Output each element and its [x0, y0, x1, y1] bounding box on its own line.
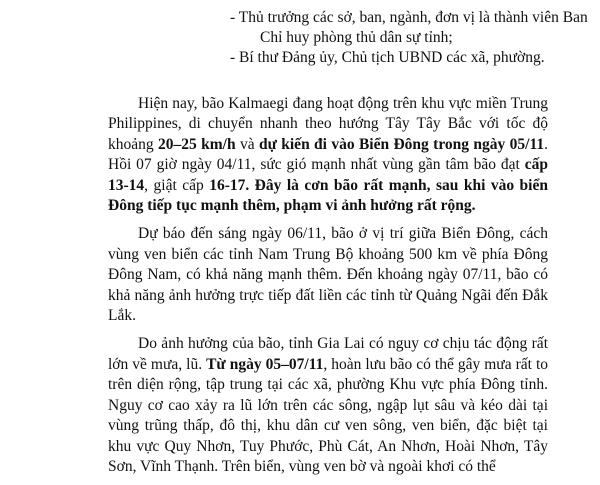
paragraph-impact: [108, 334, 548, 477]
paragraph-storm-status: [108, 94, 548, 216]
paragraph-forecast: Dự báo đến sáng ngày 06/11, bão ở vị trí giữa Biển Đông, cách vùng ven biển các tỉnh Nam Trung Bộ khoảng 500 km về phía Đông Đông Nam, có khả năng mạnh thêm. Đến khoảng ngày 07/11, bão có khả năng ảnh hưởng trực tiếp đất liền các tỉnh từ Quảng Ngãi đến Đắk Lắk.: [108, 225, 548, 325]
bold-wind-level: cấp 13-14: [108, 156, 548, 194]
recipient-item-continuation: Chỉ huy phòng thủ dân sự tỉnh;: [260, 29, 453, 46]
document-body: [108, 94, 548, 485]
bold-date-range: Từ ngày 05–07/11: [206, 355, 324, 373]
text-run: . Hồi 07 giờ ngày 04/11, sức gió mạnh nhất vùng gần tâm bão đạt: [108, 135, 548, 174]
recipient-item: - Thủ trưởng các sở, ban, ngành, đơn vị là thành viên Ban: [230, 9, 588, 26]
bold-gust-warning: 16-17. Đây là cơn bão rất mạnh, sau khi vào biển Đông tiếp tục mạnh thêm, phạm vi ảnh hưởng rất rộng.: [108, 176, 548, 215]
text-run: và: [235, 135, 259, 153]
bold-speed: 20–25 km/h: [158, 135, 236, 153]
recipient-item: - Bí thư Đảng ủy, Chủ tịch UBND các xã, phường.: [230, 49, 545, 66]
recipient-list: [230, 8, 588, 68]
text-run: , hoàn lưu bão có thể gây mưa rất to trên diện rộng, tập trung tại các xã, phường Khu vực phía Đông tỉnh. Nguy cơ cao xảy ra lũ lớn trên các sông, ngập lụt sâu và kéo dài tại vùng trũng thấp, đô thị, khu dân cư ven sông, ven biển, đặc biệt tại khu vực Quy Nhơn, Tuy Phước, Phù Cát, An Nhơn, Hoài Nhơn, Tây Sơn, Vĩnh Thạnh. Trên biển, vùng ven bờ và ngoài khơi có thể: [108, 355, 549, 475]
bold-forecast-date: dự kiến đi vào Biển Đông trong ngày 05/11: [258, 135, 545, 153]
text-run: Hiện nay, bão Kalmaegi đang hoạt động trên khu vực miền Trung Philippines, di chuyển nhanh theo hướng Tây Tây Bắc với tốc độ khoảng: [108, 95, 548, 153]
text-run: Do ảnh hưởng của bão, tỉnh Gia Lai có nguy cơ chịu tác động rất lớn về mưa, lũ.: [108, 335, 548, 373]
text-run: , giật cấp: [144, 176, 210, 194]
